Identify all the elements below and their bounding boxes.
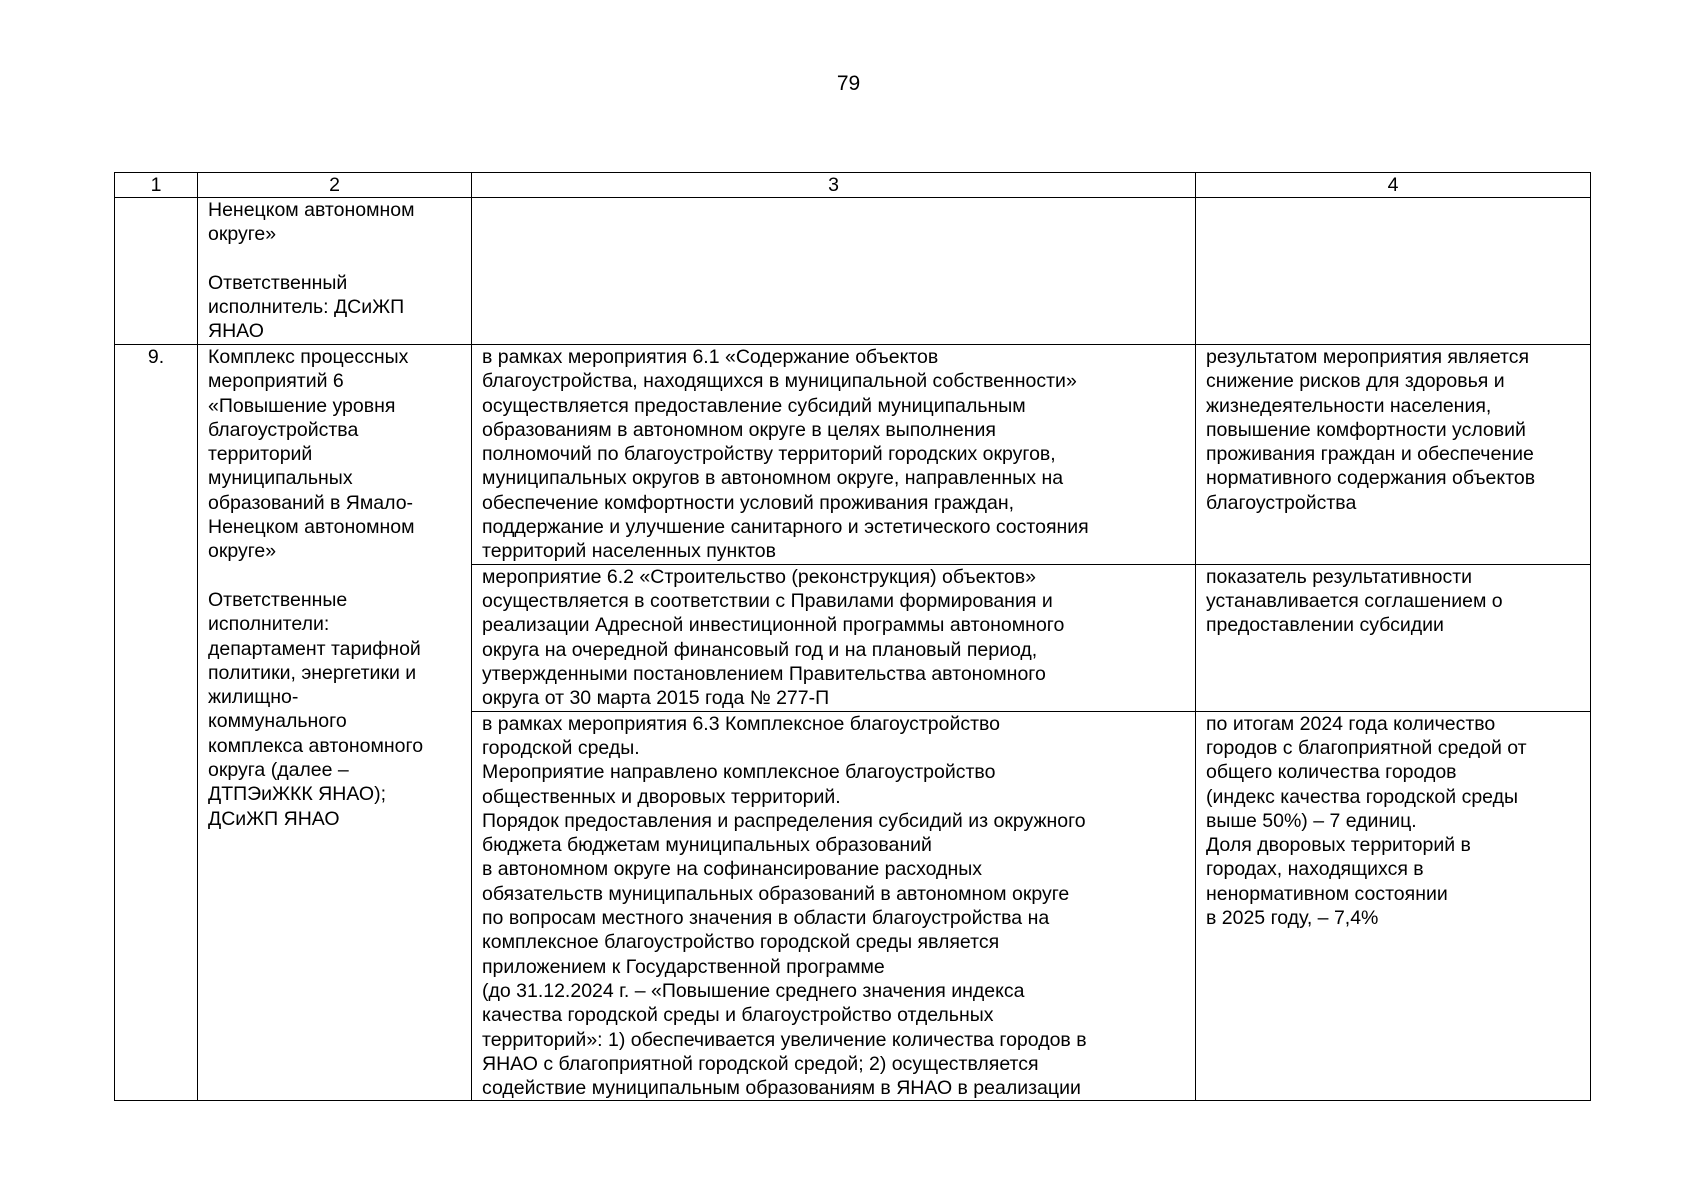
text-line: в автономном округе на софинансирование расходных <box>482 858 982 881</box>
text-line: городской среды. <box>482 736 640 759</box>
text-line: округа (далее – <box>208 759 349 782</box>
text-line: ЯНАО <box>208 320 264 343</box>
text-line: департамент тарифной <box>208 637 421 660</box>
text-line: приложением к Государственной программе <box>482 955 885 978</box>
text-line: исполнитель: ДСиЖП <box>208 296 405 319</box>
measure-6-3-cell <box>472 711 1196 1101</box>
text-line: полномочий по благоустройству территорий городских округов, <box>482 443 1056 466</box>
text-line: комплекса автономного <box>208 734 424 757</box>
text-line: округе» <box>208 540 277 563</box>
text-line: округа от 30 марта 2015 года № 277-П <box>482 687 830 710</box>
text-line: исполнители: <box>208 613 330 636</box>
text-line: показатель результативности <box>1206 565 1473 588</box>
text-line: городах, находящихся в <box>1206 858 1424 881</box>
row-number-cell: 9. <box>115 345 198 1101</box>
text-line: по вопросам местного значения в области благоустройства на <box>482 907 1050 930</box>
responsible-lines <box>208 271 461 344</box>
text-line: Мероприятие направлено комплексное благоустройство <box>482 761 996 784</box>
text-line: нормативного содержания объектов <box>1206 467 1536 490</box>
result-6-3-cell <box>1196 711 1591 1101</box>
responsible-executors-lines <box>208 588 461 831</box>
text-line: территорий»: 1) обеспечивается увеличение количества городов в <box>482 1028 1087 1051</box>
text-line: благоустройства, находящихся в муниципальной собственности» <box>482 370 1077 393</box>
text-line: выше 50%) – 7 единиц. <box>1206 809 1417 832</box>
text-line: ДСиЖП ЯНАО <box>208 807 340 830</box>
table-row-continued <box>115 198 1591 345</box>
text-line: «Повышение уровня <box>208 394 396 417</box>
text-line: обязательств муниципальных образований в автономном округе <box>482 882 1070 905</box>
header-cell-3: 3 <box>472 173 1196 198</box>
text-line: территорий населенных пунктов <box>482 540 776 563</box>
text-line: в рамках мероприятия 6.1 «Содержание объектов <box>482 346 939 368</box>
text-line: (индекс качества городской среды <box>1206 785 1518 808</box>
text-line: бюджета бюджетам муниципальных образований <box>482 834 932 857</box>
text-line: (до 31.12.2024 г. – «Повышение среднего значения индекса <box>482 979 1025 1002</box>
text-line: округе» <box>208 223 277 246</box>
text-line: ЯНАО с благоприятной городской средой; 2) осуществляется <box>482 1052 1039 1075</box>
text-line: осуществляется предоставление субсидий муниципальным <box>482 394 1026 417</box>
row-measures-cell <box>472 198 1196 345</box>
text-line: ДТПЭиЖКК ЯНАО); <box>208 783 387 806</box>
text-line: коммунального <box>208 710 347 733</box>
header-cell-1: 1 <box>115 173 198 198</box>
text-line: осуществляется в соответствии с Правилами формирования и <box>482 589 1053 612</box>
row-results-cell <box>1196 198 1591 345</box>
header-cell-4: 4 <box>1196 173 1591 198</box>
text-line: мероприятие 6.2 «Строительство (реконструкция) объектов» <box>482 565 1036 588</box>
text-line: обеспечение комфортности условий проживания граждан, <box>482 491 1015 514</box>
text-line: образований в Ямало- <box>208 491 414 514</box>
text-line: ненормативном состоянии <box>1206 882 1448 905</box>
text-line: содействие муниципальным образованиям в ЯНАО в реализации <box>482 1077 1081 1100</box>
text-line: в 2025 году, – 7,4% <box>1206 907 1379 930</box>
text-line: повышение комфортности условий <box>1206 418 1526 441</box>
document-table <box>114 172 1591 1101</box>
text-line: в рамках мероприятия 6.3 Комплексное благоустройство <box>482 712 1001 735</box>
text-line: Ненецком автономном <box>208 516 415 539</box>
text-line: поддержание и улучшение санитарного и эстетического состояния <box>482 516 1089 539</box>
text-line: снижение рисков для здоровья и <box>1206 370 1505 393</box>
page-number: 79 <box>836 72 861 95</box>
measure-6-1-cell <box>472 345 1196 565</box>
result-6-1-cell <box>1196 345 1591 565</box>
text-line: реализации Адресной инвестиционной программы автономного <box>482 614 1065 637</box>
text-line: жизнедеятельности населения, <box>1206 394 1492 417</box>
text-line: утвержденными постановлением Правительства автономного <box>482 662 1046 685</box>
text-line: политики, энергетики и <box>208 661 417 684</box>
row-description-cell <box>198 198 472 345</box>
text-line: комплексное благоустройство городской среды является <box>482 931 1000 954</box>
text-line: предоставлении субсидии <box>1206 614 1444 637</box>
text-line: проживания граждан и обеспечение <box>1206 443 1534 466</box>
text-line: результатом мероприятия является <box>1206 346 1530 368</box>
text-line: общественных и дворовых территорий. <box>482 785 841 808</box>
table-header-row <box>115 173 1591 198</box>
text-line: Ненецком автономном <box>208 199 415 221</box>
text-line: по итогам 2024 года количество <box>1206 712 1496 735</box>
text-line: жилищно- <box>208 686 299 709</box>
text-line: качества городской среды и благоустройство отдельных <box>482 1004 994 1027</box>
text-line: мероприятий 6 <box>208 370 344 393</box>
text-line: территорий <box>208 443 313 466</box>
text-line: муниципальных <box>208 467 353 490</box>
table-row-9-1 <box>115 345 1591 565</box>
text-line: общего количества городов <box>1206 761 1457 784</box>
text-line: устанавливается соглашением о <box>1206 589 1503 612</box>
description-lines <box>208 198 461 247</box>
text-line: округа на очередной финансовый год и на плановый период, <box>482 638 1038 661</box>
header-cell-2: 2 <box>198 173 472 198</box>
text-line: городов с благоприятной средой от <box>1206 736 1527 759</box>
result-6-2-cell <box>1196 564 1591 711</box>
text-line: образованиям в автономном округе в целях выполнения <box>482 418 996 441</box>
text-line: благоустройства <box>1206 491 1357 514</box>
text-line: Ответственный <box>208 271 348 294</box>
complex-title-lines <box>208 345 461 564</box>
text-line: муниципальных округов в автономном округе, направленных на <box>482 467 1064 490</box>
measure-6-2-cell <box>472 564 1196 711</box>
text-line: Ответственные <box>208 588 348 611</box>
text-line: Порядок предоставления и распределения субсидий из окружного <box>482 809 1086 832</box>
row-number-cell <box>115 198 198 345</box>
row-description-cell <box>198 345 472 1101</box>
text-line: Комплекс процессных <box>208 346 409 368</box>
text-line: Доля дворовых территорий в <box>1206 834 1471 857</box>
text-line: благоустройства <box>208 418 359 441</box>
